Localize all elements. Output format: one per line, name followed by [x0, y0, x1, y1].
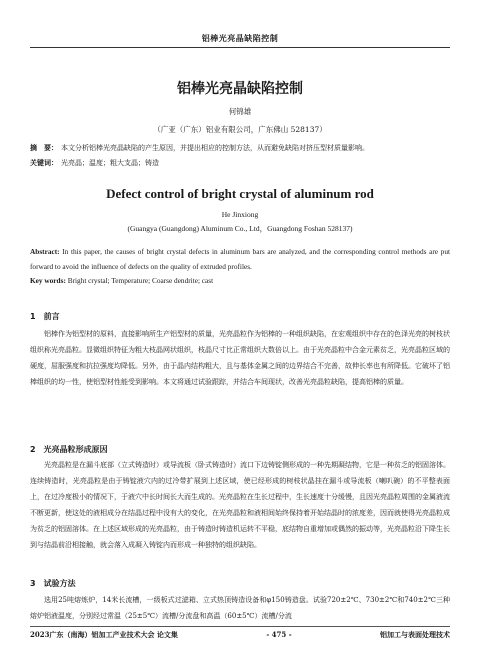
- section-body-introduction: 铝棒作为铝型材的原料，直接影响所生产铝型材的质量，光亮晶粒作为铝棒的一种组织缺陷，在宏观组织中存在的色泽光亮的树枝状组织称光亮晶粒。显微组织特征为粗大枝晶网状组织，枝晶尺寸比正常组织大数倍以上。由于光亮晶粒中合金元素贫乏，光亮晶粒区域的硬度，屈服强度和抗拉强度均降低。另外，由于晶内结构粗大，且与基体金属之间的边界结合不完善，故伸长率也有所降低。它破坏了铝棒组织的均一性，使铝型材性能受到影响。本文将通过试验跟踪，并结合车间现状，改善光亮晶粒缺陷，提高铝棒的质量。: [30, 330, 450, 386]
- chinese-author: 何锦雄: [228, 107, 252, 116]
- chinese-affiliation: （广亚（广东）铝业有限公司，广东佛山 528137）: [153, 125, 327, 134]
- chinese-abstract: [30, 143, 450, 153]
- english-author: He Jinxiong: [221, 210, 259, 219]
- english-abstract: [30, 244, 450, 274]
- english-abstract-label: Abstract:: [30, 247, 60, 256]
- footer-proceedings: 2023广东（南海）铝加工产业技术大会 论文集: [30, 630, 178, 639]
- section-body-cause: 光亮晶粒是在漏斗底部（立式铸造时）或导流板（卧式铸造时）流口下边铸锭侧形成的一种先期凝结物，它是一种贫乏的铝固溶体。连续铸造时，光亮晶粒是由于铸锭液穴内的过冷带扩展到上述区域，使已经形成的树枝状晶挂在漏斗或导流板（喇叭碗）的不平整表面上，在过冷度极小的情况下，于液穴中长时间长大而生成的。光亮晶粒在生长过程中，生长速度十分缓慢，且因光亮晶粒周围的金属液流不断更新，使这处的液相成分在结晶过程中没有大的变化，在光亮晶粒和液相间始终保持着开始结晶时的浓度差，因而就使得光亮晶粒成为贫乏的铝固溶体。在上述区域形成的光亮晶粒，由于铸造时铸造机运转不平稳，底结物自重增加或偶然的振动等，光亮晶粒沿下降生长到与结晶前沿相接触，就会落入成凝入铸锭内而形成一种独特的组织缺陷。: [30, 461, 450, 549]
- footer-rule: [30, 626, 450, 627]
- chinese-keywords-label: 关键词：: [30, 158, 58, 167]
- chinese-title: 铝棒光亮晶缺陷控制: [177, 81, 303, 97]
- english-affiliation: (Guangya (Guangdong) Aluminum Co., Ltd，Guangdong Foshan 528137): [127, 224, 353, 233]
- chinese-keywords-text: 光亮晶；温度；粗大支晶；铸造: [61, 159, 159, 167]
- english-keywords-label: Key words:: [30, 276, 66, 285]
- chinese-abstract-text: 本文分析铝棒光亮晶缺陷的产生原因，并提出相应的控制方法，从而避免缺陷对挤压型材质量影响。: [61, 144, 369, 152]
- running-header: 铝棒光亮晶缺陷控制: [201, 33, 279, 43]
- chinese-keywords: [30, 158, 450, 168]
- page-number: - 475 -: [266, 630, 292, 639]
- section-heading-method: 3 试验方法: [30, 579, 76, 588]
- english-keywords-text: Bright crystal; Temperature; Coarse dendrite; cast: [67, 276, 214, 285]
- section-body-method: 选用25吨熔炼炉，14米长流槽，一级板式过滤箱、立式热顶铸造设备和φ150铸造盘。试验720±2℃、730±2℃和740±2℃三种熔炉铝液温度，分别经过常温（25±5℃）流槽/分流盘和高温（60±5℃）流槽/分流: [30, 596, 450, 620]
- chinese-abstract-label: 摘 要：: [30, 143, 58, 152]
- footer-journal: 铝加工与表面处理技术: [380, 630, 450, 639]
- english-keywords: [30, 276, 450, 285]
- section-heading-cause: 2 光亮晶粒形成原因: [30, 445, 108, 454]
- section-heading-introduction: 1 前言: [30, 312, 60, 321]
- english-abstract-text: In this paper, the causes of bright crystal defects in aluminum bars are analyzed, and the corresponding control methods are put forward to avoid the influence of defects on the quality of extruded profiles.: [30, 247, 451, 271]
- page-footer: [30, 630, 450, 640]
- english-title: Defect control of bright crystal of aluminum rod: [106, 186, 374, 201]
- header-rule: [30, 47, 450, 48]
